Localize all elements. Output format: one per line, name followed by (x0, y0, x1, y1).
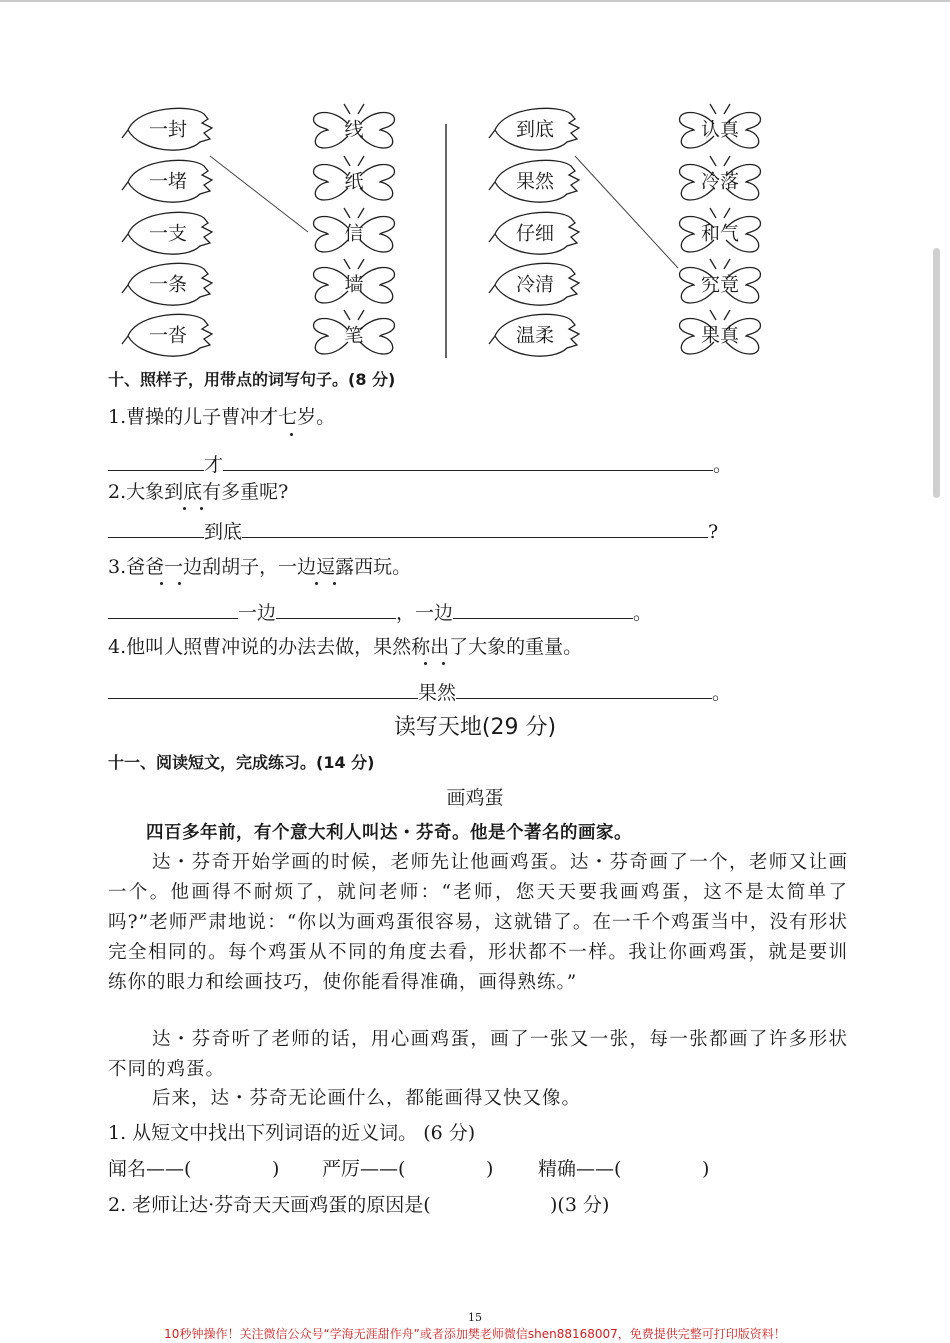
butterfly-label[interactable]: 认真 (700, 118, 740, 141)
q11-synonym-1-close: ) (272, 1158, 280, 1180)
matching-exercise (120, 100, 780, 362)
answer-blank[interactable] (108, 452, 204, 471)
butterfly-label[interactable]: 墙 (344, 273, 364, 296)
story-paragraph-3: 后来，达・芬奇无论画什么，都能画得又快又像。 (152, 1088, 582, 1109)
answer-blank[interactable] (108, 519, 204, 538)
story-paragraph-1: 达・芬奇开始学画的时候，老师先让他画鸡蛋。达・芬奇画了一个，老师又让画一个。他画得不耐烦了，就问老师：“老师，您天天要我画鸡蛋，这不是太简单了吗?”老师严肃地说：“你以为画鸡蛋很容易，这就错了。在一千个鸡蛋当中，没有形状完全相同的。每个鸡蛋从不同的角度去看，形状都不一样。我让你画鸡蛋，就是要训练你的眼力和绘画技巧，使你能看得准确，画得熟练。” (108, 852, 848, 993)
q11-question-2: 2. 老师让达·芬奇天天画鸡蛋的原因是( (108, 1194, 431, 1216)
emphasis-dot (183, 507, 186, 510)
emphasis-dot (290, 433, 293, 436)
butterfly-label[interactable]: 冷落 (700, 170, 740, 193)
section-title: 读写天地(29 分) (393, 715, 557, 740)
blank-word-2: ，一边 (396, 602, 454, 624)
butterfly-label[interactable]: 纸 (344, 170, 364, 193)
q10-answer-3 (108, 600, 652, 623)
story-paragraph-2: 达・芬奇听了老师的话，用心画鸡蛋，画了一张又一张，每一张都画了许多形状不同的鸡蛋。 (108, 1029, 848, 1080)
butterfly-label[interactable]: 信 (344, 222, 364, 245)
footer-notice: 10秒钟操作！关注微信公众号“学海无涯甜作舟”或者添加樊老师微信shen88168007，免费提供完整可打印版资料！ (164, 1327, 786, 1341)
leaf-label[interactable]: 一堵 (148, 170, 188, 193)
answer-blank[interactable] (456, 680, 712, 699)
q11-synonym-2-close: ) (486, 1158, 494, 1180)
answer-blank[interactable] (242, 519, 708, 538)
q11-synonym-3-close: ) (702, 1158, 710, 1180)
story-intro: 四百多年前，有个意大利人叫达・芬奇。他是个著名的画家。 (146, 823, 632, 843)
leaf-label[interactable]: 冷清 (515, 273, 555, 296)
scrollbar[interactable] (933, 248, 940, 498)
q11-heading: 十一、阅读短文，完成练习。(14 分) (108, 753, 375, 772)
story-title: 画鸡蛋 (446, 787, 504, 809)
emphasis-dot (200, 507, 203, 510)
q10-answer-4 (108, 680, 731, 703)
emphasis-dot (333, 582, 336, 585)
butterfly-label[interactable]: 果真 (700, 324, 740, 347)
end-mark: 。 (633, 602, 653, 624)
end-mark: 。 (712, 682, 732, 704)
butterfly-label[interactable]: 和气 (700, 222, 740, 245)
leaf-label[interactable]: 一沓 (148, 324, 188, 347)
leaf-label[interactable]: 温柔 (515, 324, 555, 347)
q10-answer-2 (108, 519, 718, 542)
emphasis-dot (442, 662, 445, 665)
example-connector-line (575, 156, 678, 268)
q10-sentence-3: 3.爸爸一边刮胡子，一边逗露西玩。 (108, 556, 412, 578)
blank-word: 到底 (204, 521, 243, 543)
butterfly-label[interactable]: 线 (344, 118, 364, 141)
leaf-label[interactable]: 仔细 (515, 222, 555, 245)
answer-blank[interactable] (276, 600, 396, 619)
end-mark: 。 (713, 454, 733, 476)
q10-heading: 十、照样子，用带点的词写句子。(8 分) (108, 370, 396, 389)
answer-blank[interactable] (108, 680, 418, 699)
end-mark: ? (708, 521, 719, 543)
top-border (0, 0, 950, 2)
q11-synonym-1: 闻名——( (108, 1158, 192, 1180)
q11-question-1: 1. 从短文中找出下列词语的近义词。 (6 分) (108, 1122, 476, 1144)
emphasis-dot (178, 582, 181, 585)
blank-word: 果然 (418, 682, 457, 704)
q10-sentence-1: 1.曹操的儿子曹冲才七岁。 (108, 406, 336, 428)
q11-question-2-end: )(3 分) (550, 1194, 610, 1216)
blank-word: 才 (204, 454, 224, 476)
q11-synonym-2: 严厉——( (322, 1158, 406, 1180)
leaf-label[interactable]: 一封 (148, 118, 188, 141)
emphasis-dot (424, 662, 427, 665)
emphasis-dot (160, 582, 163, 585)
answer-blank[interactable] (108, 600, 238, 619)
q10-sentence-2: 2.大象到底有多重呢? (108, 481, 289, 503)
page-number: 15 (468, 1311, 482, 1324)
q10-sentence-4: 4.他叫人照曹冲说的办法去做，果然称出了大象的重量。 (108, 636, 583, 658)
q11-synonym-3: 精确——( (538, 1158, 622, 1180)
leaf-label[interactable]: 到底 (515, 118, 555, 141)
blank-word: 一边 (238, 602, 277, 624)
leaf-label[interactable]: 果然 (515, 170, 555, 193)
leaf-label[interactable]: 一条 (148, 273, 188, 296)
q10-answer-1 (108, 452, 732, 475)
butterfly-label[interactable]: 究竟 (700, 273, 740, 296)
matching-shapes (120, 100, 780, 362)
example-connector-line (210, 156, 308, 232)
answer-blank[interactable] (223, 452, 713, 471)
butterfly-label[interactable]: 笔 (344, 324, 364, 347)
leaf-label[interactable]: 一支 (148, 222, 188, 245)
answer-blank[interactable] (453, 600, 633, 619)
emphasis-dot (315, 582, 318, 585)
